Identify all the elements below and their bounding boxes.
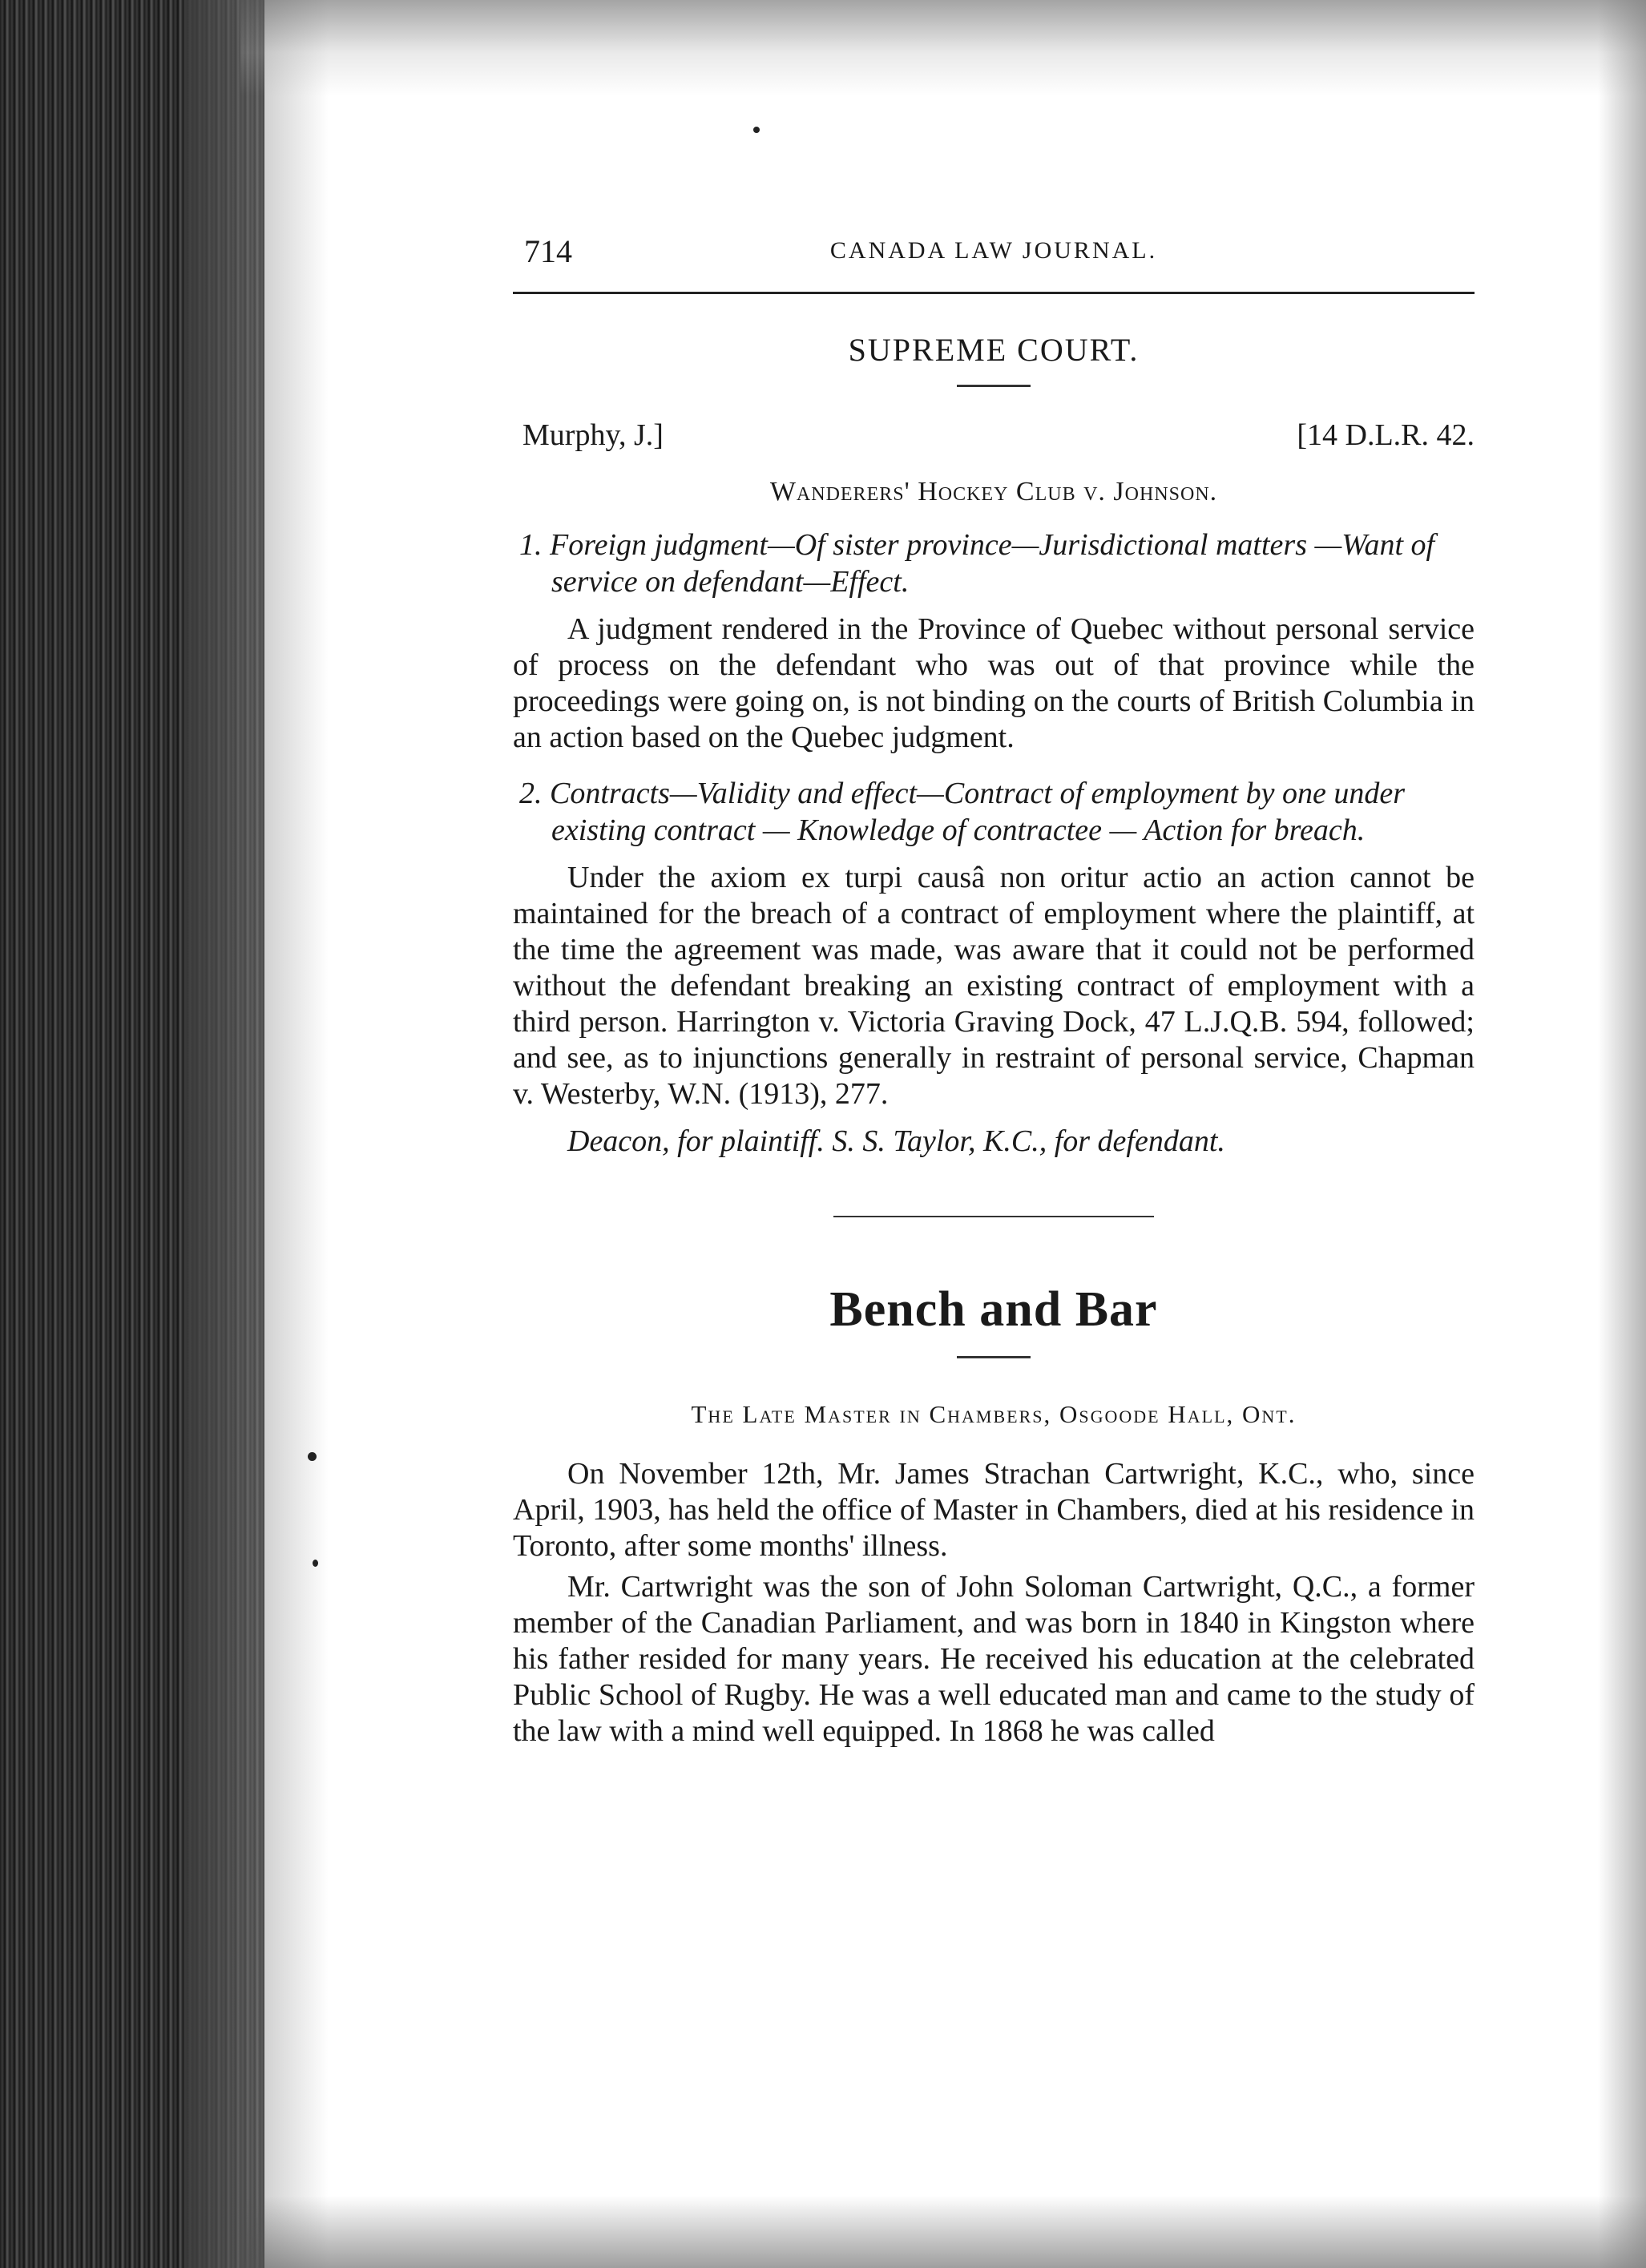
case-title: Wanderers' Hockey Club v. Johnson. xyxy=(769,477,1218,506)
margin-speck xyxy=(753,127,760,133)
header-rule xyxy=(513,292,1475,294)
section-divider xyxy=(833,1216,1154,1217)
margin-speck xyxy=(313,1560,318,1567)
page-number: 714 xyxy=(524,233,572,269)
holding-2: Under the axiom ex turpi causâ non oritur actio an action cannot be maintained for the breach of a contract of employment where the plaintiff, at the time the agreement was made, was aware that it could not be performed without the defendant breaking an existing contract of employment with a third person. Harrington v. Victoria Graving Dock, 47 L.J.Q.B. 594, followed; and see, as to injunctions generally in restraint of personal service, Chapman v. Westerby, W.N. (1913), 277. xyxy=(513,861,1475,1111)
holding-1: A judgment rendered in the Province of Quebec without personal service of process on the defendant who was out of that province while the proceedings were going on, is not binding on the courts of British Columbia in an action based on the Quebec judgment. xyxy=(513,612,1475,754)
bench-rule xyxy=(957,1356,1031,1358)
headnote-1: 1. Foreign judgment—Of sister province—Jurisdictional matters —Want of service on defendant—Effect. xyxy=(519,528,1435,599)
margin-speck xyxy=(308,1452,317,1461)
headnote-2: 2. Contracts—Validity and effect—Contract of employment by one under existing contract — Knowledge of contractee — Action for breach. xyxy=(519,777,1406,847)
gutter-shadow xyxy=(184,0,329,2268)
obituary-paragraph: On November 12th, Mr. James Strachan Cartwright, K.C., who, since April, 1903, has held the office of Master in Chambers, died at his residence in Toronto, after some months' illness. xyxy=(513,1457,1475,1563)
obituary-paragraph: Mr. Cartwright was the son of John Soloman Cartwright, Q.C., a former member of the Canadian Parliament, and was born in 1840 in Kingston where his father resided for many years. He received his education at the celebrated Public School of Rugby. He was a well educated man and came to the study of the law with a mind well equipped. In 1868 he was called xyxy=(513,1570,1475,1748)
right-scan-edge xyxy=(1598,0,1646,2268)
bottom-scan-edge xyxy=(240,2196,1646,2268)
counsel-line: Deacon, for plaintiff. S. S. Taylor, K.C., for defendant. xyxy=(567,1124,1225,1158)
journal-title: CANADA LAW JOURNAL. xyxy=(829,237,1158,264)
court-line xyxy=(513,418,1475,459)
top-scan-edge xyxy=(240,0,1646,96)
section-title: SUPREME COURT. xyxy=(848,332,1140,368)
running-head xyxy=(513,232,1475,277)
section-rule xyxy=(957,385,1031,387)
bench-and-bar-title: Bench and Bar xyxy=(829,1282,1158,1337)
judge-name: Murphy, J.] xyxy=(522,418,664,452)
case-citation: [14 D.L.R. 42. xyxy=(1297,418,1475,452)
document-page xyxy=(513,232,1475,1749)
obituary-heading: The Late Master in Chambers, Osgoode Hall, Ont. xyxy=(691,1400,1297,1428)
obituary-body xyxy=(513,1456,1475,1749)
